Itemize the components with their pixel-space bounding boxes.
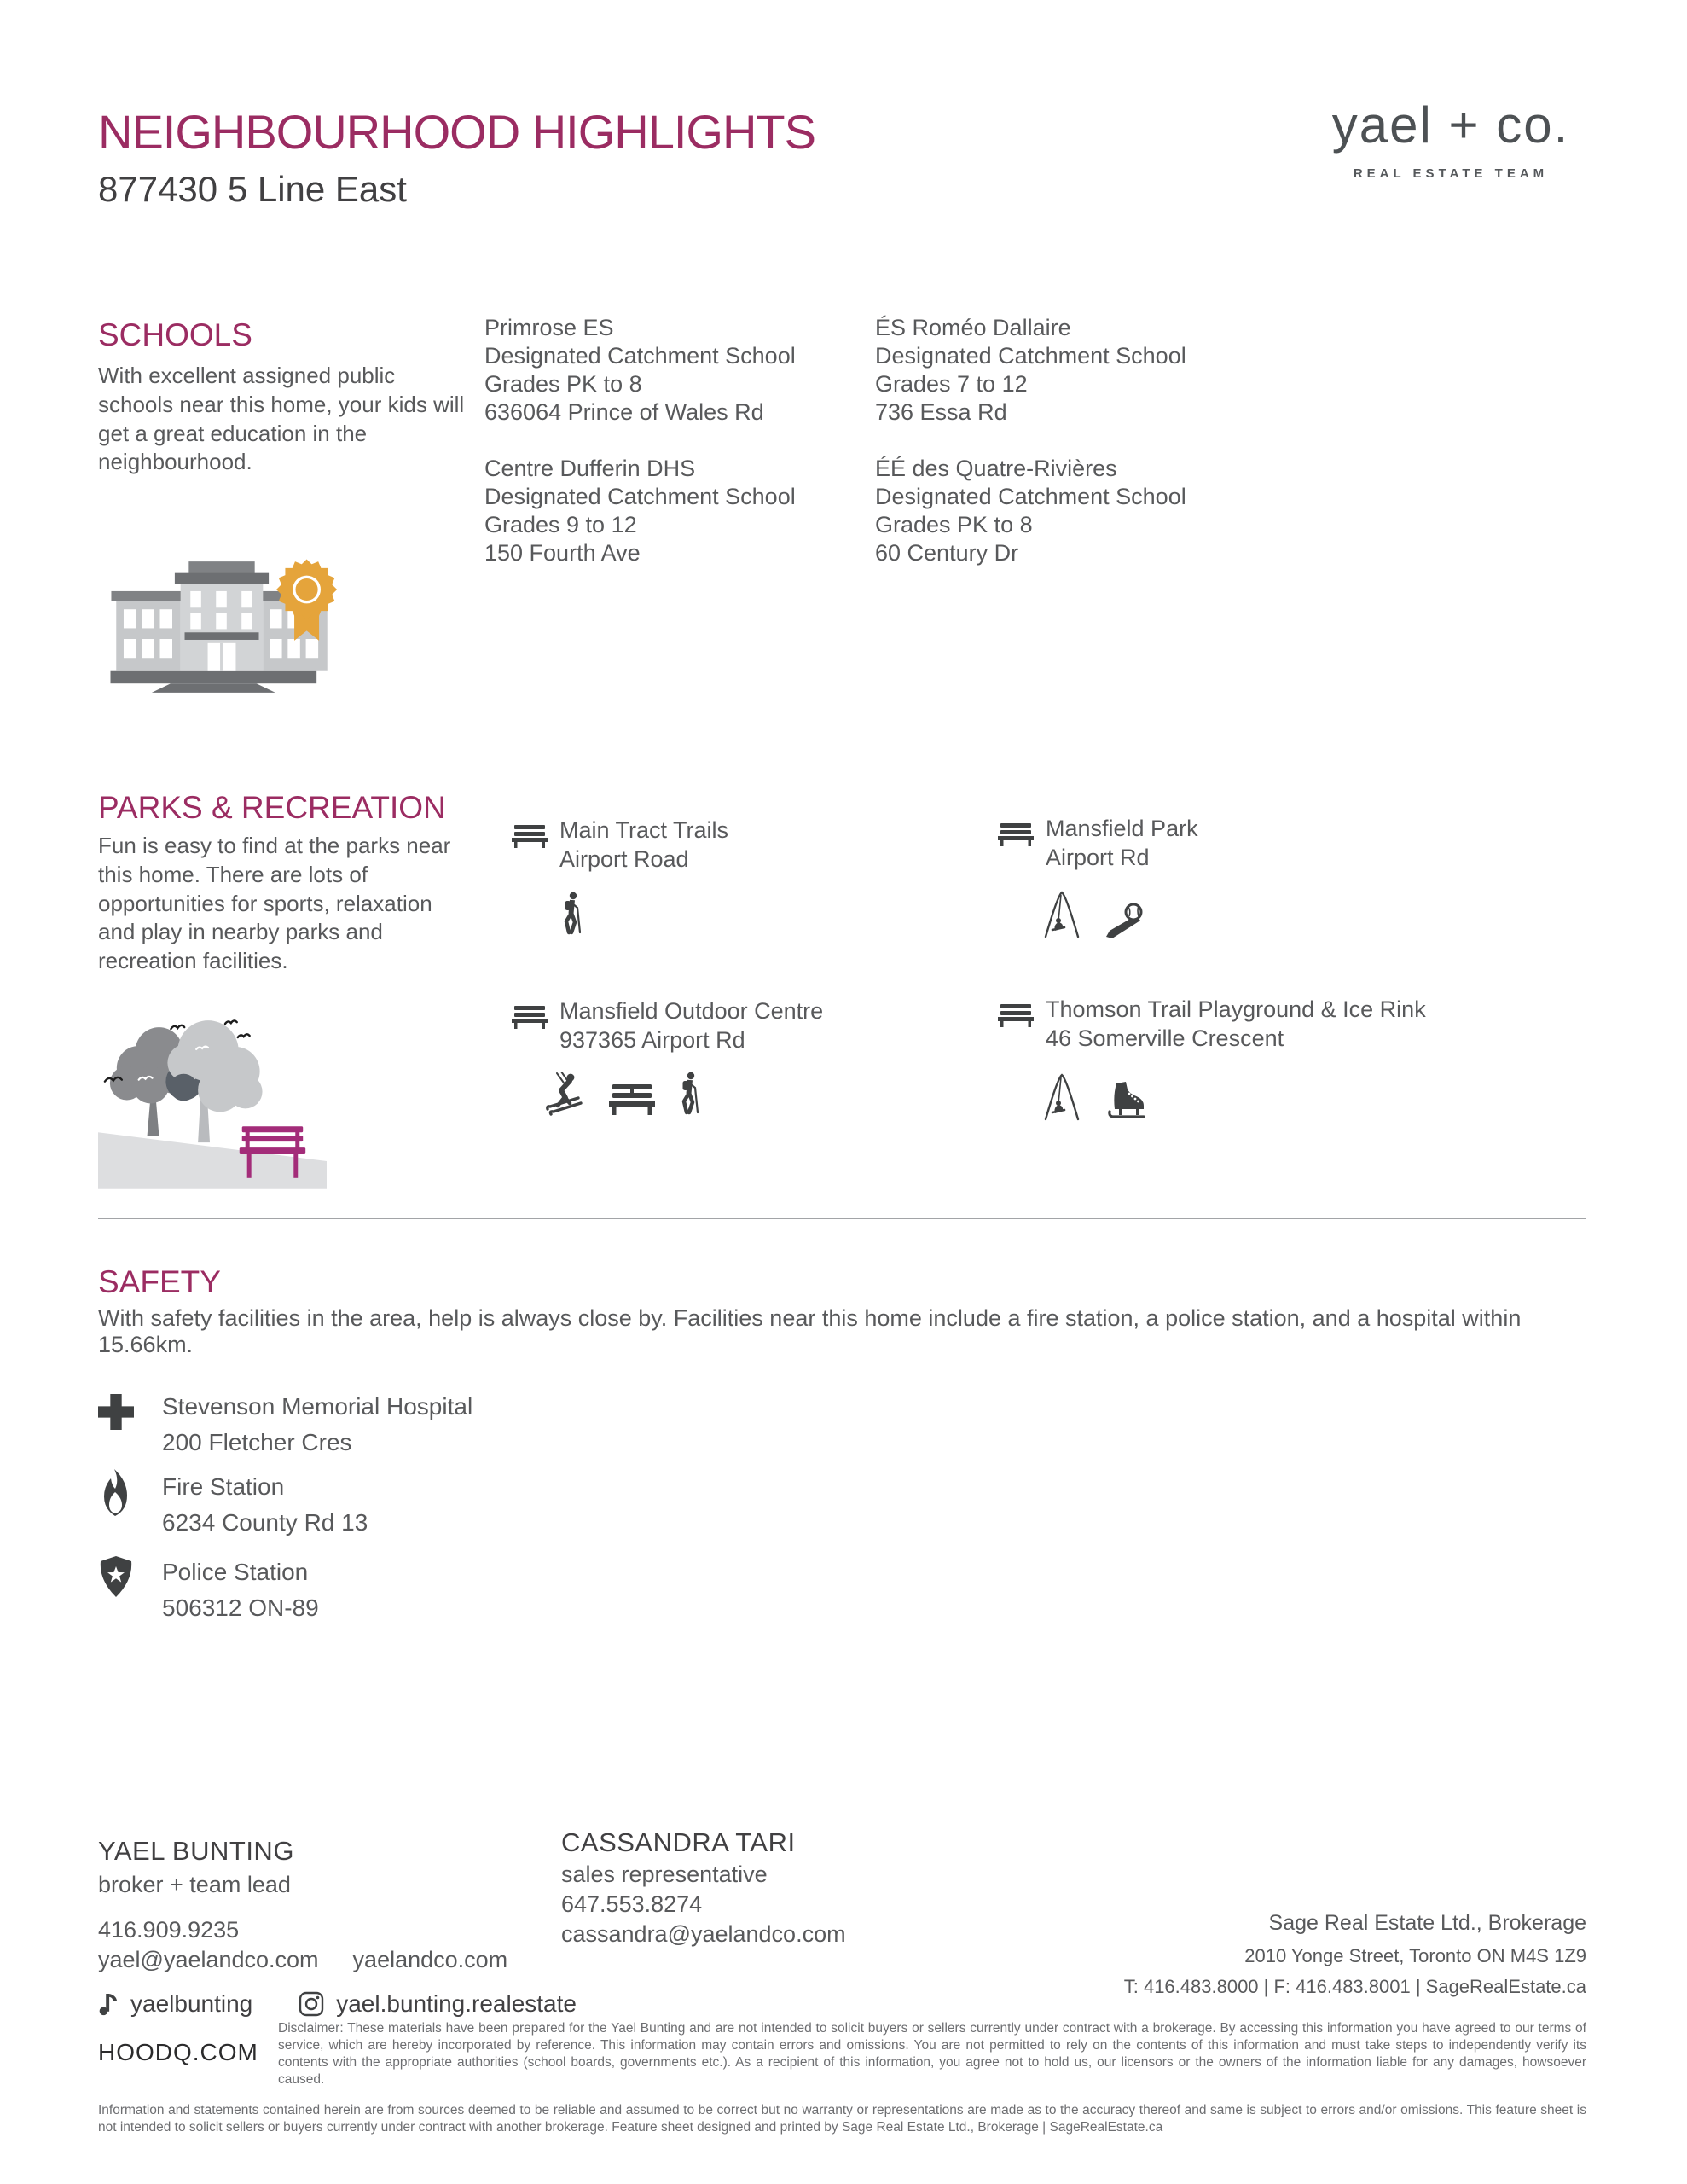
safety-item	[162, 1389, 472, 1461]
skiing-icon	[546, 1072, 587, 1116]
brand-logo-name: yael + co.	[1331, 96, 1570, 154]
playground-icon	[1041, 1072, 1083, 1121]
brokerage-block	[904, 1911, 1586, 1998]
school-type: Designated Catchment School	[875, 343, 1186, 369]
brokerage-address: 2010 Yonge Street, Toronto ON M4S 1Z9	[1244, 1945, 1586, 1966]
agent1-title: broker + team lead	[98, 1872, 291, 1897]
park-activities	[546, 1072, 703, 1116]
safety-item-address: 6234 County Rd 13	[162, 1509, 368, 1536]
police-shield-icon	[92, 1556, 140, 1599]
school-type: Designated Catchment School	[484, 343, 796, 369]
school-grades: Grades 7 to 12	[875, 371, 1028, 397]
ice-skating-icon	[1105, 1082, 1148, 1121]
agent1-instagram-handle[interactable]: yael.bunting.realestate	[336, 1990, 577, 2017]
baseball-icon	[1105, 903, 1151, 938]
school-address: 150 Fourth Ave	[484, 540, 641, 566]
agent1-phone: 416.909.9235	[98, 1917, 240, 1943]
safety-intro: With safety facilities in the area, help is always close by. Facilities near this home include a fire station, a police station, and a hospital within 15.66km.	[98, 1305, 1522, 1357]
page-title: NEIGHBOURHOOD HIGHLIGHTS	[98, 105, 815, 159]
disclaimer-text: Disclaimer: These materials have been prepared for the Yael Bunting and are not intended to solicit buyers or sellers currently under contract with a brokerage. By accessing this information you have agreed to our terms of service, which are hereby incorporated by reference. This information may contain errors and omissions. You are not permitted to rely on the contents of this information and must take steps to independently verify its contents with the appropriate authorities (school boards, governments etc.). As a recipient of this information, you agree not to hold us, our licensors or the owners of the information liable for any damages, howsoever caused.	[278, 2021, 1586, 2088]
school-item	[875, 314, 1267, 427]
bench-icon	[998, 822, 1034, 846]
brand-logo	[1310, 96, 1591, 181]
school-grades: Grades 9 to 12	[484, 512, 637, 537]
park-name: Mansfield Park	[1046, 816, 1198, 841]
safety-item-address: 506312 ON-89	[162, 1594, 319, 1621]
school-name: Centre Dufferin DHS	[484, 456, 696, 481]
park-address: 46 Somerville Crescent	[1046, 1025, 1284, 1051]
agent1-email[interactable]: yael@yaelandco.com	[98, 1947, 319, 1972]
agent2-name: CASSANDRA TARI	[561, 1827, 796, 1857]
safety-item-name: Stevenson Memorial Hospital	[162, 1393, 473, 1420]
park-activities	[1041, 1072, 1148, 1121]
park-item	[1046, 995, 1609, 1053]
brokerage-name: Sage Real Estate Ltd., Brokerage	[1268, 1911, 1586, 1935]
safety-item	[162, 1554, 319, 1626]
bench-icon	[998, 1003, 1034, 1027]
agent2-email[interactable]: cassandra@yaelandco.com	[561, 1921, 846, 1947]
hiking-icon	[677, 1072, 703, 1116]
instagram-icon	[299, 1991, 324, 2017]
park-item	[559, 996, 1071, 1054]
school-item	[484, 455, 860, 567]
parks-intro: Fun is easy to find at the parks near this home. There are lots of opportunities for sports, relaxation and play in nearby parks and recreation facilities.	[98, 833, 451, 974]
agent1-social-row	[98, 1990, 577, 2018]
agent1-name: YAEL BUNTING	[98, 1836, 294, 1866]
agent2-title: sales representative	[561, 1862, 768, 1887]
school-type: Designated Catchment School	[484, 484, 796, 509]
park-name: Main Tract Trails	[559, 817, 729, 843]
school-grades: Grades PK to 8	[875, 512, 1033, 537]
agent1-tiktok-handle[interactable]: yaelbunting	[130, 1990, 253, 2017]
bench-icon	[512, 824, 548, 848]
park-activities	[559, 892, 585, 936]
safety-heading: SAFETY	[98, 1264, 221, 1299]
school-address: 60 Century Dr	[875, 540, 1019, 566]
school-address: 736 Essa Rd	[875, 399, 1007, 425]
hoodq-link[interactable]: HOODQ.COM	[98, 2039, 258, 2065]
park-scene-icon	[98, 1007, 327, 1189]
schools-heading: SCHOOLS	[98, 317, 252, 352]
park-name: Mansfield Outdoor Centre	[559, 998, 824, 1024]
school-building-icon	[98, 556, 345, 697]
park-activities	[1041, 889, 1151, 938]
tiktok-icon	[98, 1991, 119, 2017]
bench-icon	[512, 1005, 548, 1029]
park-address: Airport Rd	[1046, 845, 1150, 870]
safety-item	[162, 1469, 368, 1541]
safety-item-name: Fire Station	[162, 1473, 285, 1500]
schools-intro: With excellent assigned public schools near this home, your kids will get a great education in the neighbourhood.	[98, 363, 465, 475]
schools-column-1	[484, 314, 860, 567]
brokerage-contact[interactable]: T: 416.483.8000 | F: 416.483.8001 | SageRealEstate.ca	[1123, 1976, 1586, 1997]
park-address: Airport Road	[559, 846, 689, 872]
school-address: 636064 Prince of Wales Rd	[484, 399, 764, 425]
property-address: 877430 5 Line East	[98, 169, 407, 209]
fire-flame-icon	[92, 1469, 140, 1519]
school-name: Primrose ES	[484, 315, 614, 340]
school-item	[875, 455, 1267, 567]
school-item	[484, 314, 860, 427]
hiking-icon	[559, 892, 585, 936]
section-divider	[98, 1218, 1586, 1219]
legal-text: Information and statements contained herein are from sources deemed to be reliable and assumed to be correct but no warranty or representations are made as to the accuracy thereof and same is subject to errors and/or omissions. This feature sheet is not intended to solicit sellers or buyers currently under contract with another brokerage. Feature sheet designed and printed by Sage Real Estate Ltd., Brokerage | SageRealEstate.ca	[98, 2103, 1586, 2135]
agent2-phone: 647.553.8274	[561, 1891, 703, 1917]
school-grades: Grades PK to 8	[484, 371, 642, 397]
school-name: ÉS Roméo Dallaire	[875, 315, 1071, 340]
picnic-icon	[609, 1083, 655, 1116]
safety-item-address: 200 Fletcher Cres	[162, 1429, 352, 1455]
brand-logo-tagline: REAL ESTATE TEAM	[1353, 166, 1549, 181]
safety-item-name: Police Station	[162, 1559, 309, 1585]
park-item	[559, 816, 1071, 874]
park-item	[1046, 814, 1591, 872]
park-name: Thomson Trail Playground & Ice Rink	[1046, 996, 1426, 1022]
agent1-block	[98, 1836, 577, 2018]
agent1-website[interactable]: yaelandco.com	[352, 1947, 508, 1972]
park-address: 937365 Airport Rd	[559, 1027, 745, 1053]
playground-icon	[1041, 889, 1083, 938]
hospital-cross-icon	[92, 1394, 140, 1430]
school-name: ÉÉ des Quatre-Rivières	[875, 456, 1117, 481]
parks-heading: PARKS & RECREATION	[98, 790, 446, 825]
school-type: Designated Catchment School	[875, 484, 1186, 509]
agent2-block	[561, 1827, 846, 1948]
schools-column-2	[875, 314, 1267, 567]
agent1-contact-row	[98, 1947, 577, 1973]
